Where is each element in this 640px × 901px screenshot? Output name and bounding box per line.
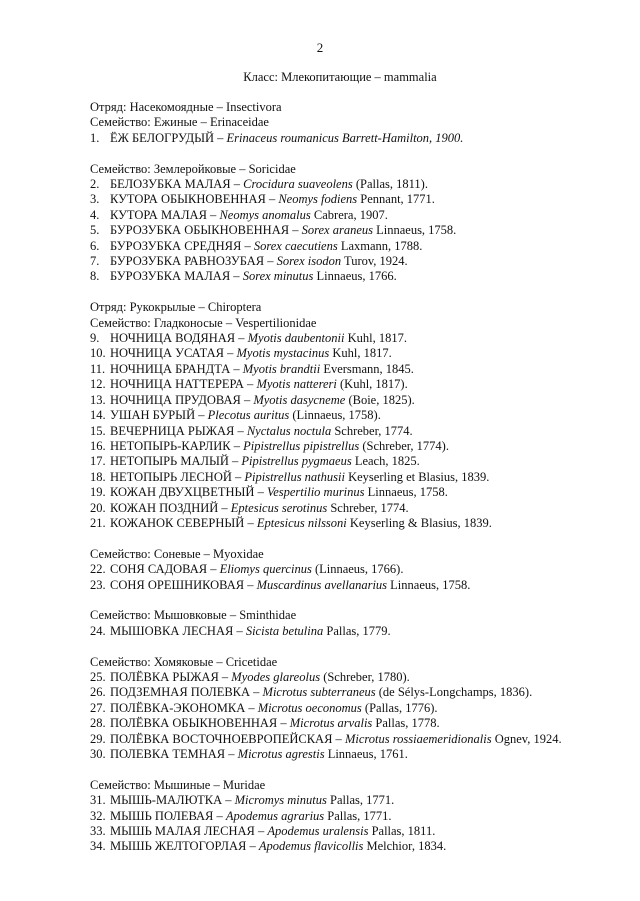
entry-number: 13. — [90, 392, 106, 407]
species-entry — [90, 131, 610, 146]
species-name-latin: Myotis brandtii — [242, 361, 321, 376]
species-entry — [90, 269, 610, 284]
species-name-latin: Plecotus auritus — [207, 408, 290, 423]
species-name-latin: Myotis daubentonii — [247, 331, 345, 346]
species-authority: (Schreber, 1780). — [320, 669, 410, 684]
species-entry — [90, 516, 610, 531]
species-name-latin: Microtus agrestis — [237, 746, 325, 761]
species-entry — [90, 747, 610, 762]
entry-number: 26. — [90, 685, 106, 700]
species-authority: (de Sélys-Longchamps, 1836). — [375, 685, 533, 700]
species-entry — [90, 716, 610, 731]
entry-number: 10. — [90, 346, 106, 361]
species-authority: Leach, 1825. — [351, 454, 420, 469]
species-name-ru: МЫШЬ ПОЛЕВАЯ – — [110, 808, 226, 823]
species-name-ru: МЫШЬ-МАЛЮТКА – — [110, 793, 235, 808]
species-name-latin: Pipistrellus pygmaeus — [241, 454, 352, 469]
species-name-latin: Eliomys quercinus — [219, 562, 312, 577]
species-authority: Turov, 1924. — [341, 254, 408, 269]
species-entry — [90, 578, 610, 593]
species-name-latin: Micromys minutus — [234, 793, 327, 808]
species-name-latin: Myotis mystacinus — [236, 346, 330, 361]
species-name-latin: Apodemus agrarius — [225, 808, 325, 823]
species-authority: (Linnaeus, 1766). — [311, 562, 404, 577]
entry-number: 7. — [90, 254, 100, 269]
species-name-latin: Sorex caecutiens — [253, 238, 338, 253]
entry-number: 34. — [90, 839, 106, 854]
species-name-latin: Myodes glareolus — [231, 669, 321, 684]
species-name-latin: Microtus subterraneus — [262, 685, 376, 700]
entry-number: 16. — [90, 438, 106, 453]
species-name-ru: МЫШЬ ЖЕЛТОГОРЛАЯ – — [110, 839, 259, 854]
entry-number: 18. — [90, 469, 106, 484]
species-authority: (Pallas, 1776). — [361, 700, 438, 715]
taxon-group — [90, 608, 610, 639]
species-name-latin: Neomys anomalus — [219, 207, 311, 222]
entry-number: 19. — [90, 485, 106, 500]
species-entry — [90, 346, 610, 361]
species-entry — [90, 408, 610, 423]
family-header: Семейство: Соневые – Myoxidae — [90, 546, 264, 561]
species-entry — [90, 685, 610, 700]
taxon-group — [90, 162, 610, 285]
species-authority: (Boie, 1825). — [345, 392, 415, 407]
entry-number: 4. — [90, 207, 100, 222]
species-authority: Pallas, 1778. — [372, 716, 440, 731]
page-number: 2 — [316, 40, 324, 55]
species-name-latin: Eptesicus nilssoni — [256, 515, 347, 530]
entry-number: 14. — [90, 408, 106, 423]
entry-number: 21. — [90, 515, 106, 530]
species-authority: Melchior, 1834. — [363, 839, 447, 854]
entry-number: 6. — [90, 238, 100, 253]
entry-number: 31. — [90, 793, 106, 808]
entry-number: 9. — [90, 331, 100, 346]
entry-number: 28. — [90, 716, 106, 731]
species-entry — [90, 439, 610, 454]
species-authority: Schreber, 1774. — [327, 500, 409, 515]
species-name-ru: СОНЯ ОРЕШНИКОВАЯ – — [110, 577, 257, 592]
entry-number: 2. — [90, 177, 100, 192]
species-name-ru: ПОЛЁВКА ОБЫКНОВЕННАЯ – — [110, 716, 290, 731]
species-authority: Schreber, 1774. — [331, 423, 413, 438]
species-name-ru: ВЕЧЕРНИЦА РЫЖАЯ – — [110, 423, 247, 438]
species-name-ru: КУТОРА МАЛАЯ – — [110, 207, 220, 222]
species-authority: Linnaeus, 1758. — [387, 577, 471, 592]
species-name-latin: Nyctalus noctula — [246, 423, 332, 438]
species-name-ru: МЫШОВКА ЛЕСНАЯ – — [110, 623, 246, 638]
species-name-ru: КОЖАН ДВУХЦВЕТНЫЙ – — [110, 485, 267, 500]
species-name-latin: Myotis nattereri — [256, 377, 337, 392]
species-name-ru: НЕТОПЫРЬ-КАРЛИК – — [110, 438, 244, 453]
species-entry — [90, 793, 610, 808]
order-header: Отряд: Насекомоядные – Insectivora — [90, 100, 282, 114]
species-entry — [90, 192, 610, 207]
species-authority: Linnaeus, 1761. — [324, 746, 408, 761]
species-entry — [90, 239, 610, 254]
species-entry — [90, 839, 610, 854]
family-header: Семейство: Хомяковые – Cricetidae — [90, 654, 278, 669]
species-name-latin: Sorex minutus — [242, 269, 314, 284]
species-name-ru: НОЧНИЦА БРАНДТА – — [110, 361, 243, 376]
species-entry — [90, 377, 610, 392]
species-entry — [90, 501, 610, 516]
species-entry — [90, 177, 610, 192]
taxon-group — [90, 547, 610, 593]
species-entry — [90, 824, 610, 839]
species-name-latin: Sicista betulina — [245, 623, 324, 638]
species-name-ru: НОЧНИЦА УСАТАЯ – — [110, 346, 237, 361]
species-authority: Cabrera, 1907. — [310, 207, 388, 222]
species-name-ru: БУРОЗУБКА СРЕДНЯЯ – — [110, 238, 254, 253]
species-name-ru: МЫШЬ МАЛАЯ ЛЕСНАЯ – — [110, 824, 268, 838]
entry-number: 27. — [90, 700, 106, 715]
species-name-ru: НОЧНИЦА ВОДЯНАЯ – — [110, 331, 248, 346]
species-name-ru: УШАН БУРЫЙ – — [110, 408, 208, 423]
entry-number: 24. — [90, 623, 106, 638]
species-name-latin: Myotis dasycneme — [253, 392, 346, 407]
species-name-latin: Sorex isodon — [276, 254, 342, 269]
species-name-ru: НЕТОПЫРЬ МАЛЫЙ – — [110, 454, 242, 469]
species-name-ru: ЁЖ БЕЛОГРУДЫЙ – — [110, 130, 227, 145]
species-entry — [90, 562, 610, 577]
species-authority: Pallas, 1771. — [326, 793, 395, 808]
species-name-latin: Erinaceus roumanicus Barrett-Hamilton, 1900. — [226, 130, 464, 145]
species-name-ru: КУТОРА ОБЫКНОВЕННАЯ – — [110, 192, 279, 207]
taxon-group — [90, 100, 610, 146]
species-name-latin: Neomys fodiens — [278, 192, 358, 207]
entry-number: 23. — [90, 577, 106, 592]
species-authority: Pallas, 1771. — [324, 808, 392, 823]
species-name-ru: ПОЛЁВКА РЫЖАЯ – — [110, 669, 232, 684]
species-name-ru: КОЖАН ПОЗДНИЙ – — [110, 500, 231, 515]
species-name-latin: Eptesicus serotinus — [230, 500, 328, 515]
entry-number: 5. — [90, 223, 100, 238]
family-header: Семейство: Землеройковые – Soricidae — [90, 161, 296, 176]
species-entry — [90, 454, 610, 469]
species-entry — [90, 208, 610, 223]
species-entry — [90, 470, 610, 485]
species-entry — [90, 254, 610, 269]
species-name-ru: БУРОЗУБКА РАВНОЗУБАЯ – — [110, 254, 277, 269]
species-authority: Laxmann, 1788. — [337, 238, 423, 253]
entry-number: 11. — [90, 361, 106, 376]
entry-number: 3. — [90, 192, 100, 207]
entry-number: 1. — [90, 130, 100, 145]
species-name-latin: Microtus oeconomus — [257, 700, 362, 715]
entry-number: 8. — [90, 269, 100, 284]
family-header: Семейство: Ежиные – Erinaceidae — [90, 115, 269, 130]
species-entry — [90, 670, 610, 685]
entry-number: 30. — [90, 746, 106, 761]
taxon-group — [90, 778, 610, 855]
document-title: Класс: Млекопитающие – mammalia — [243, 70, 437, 84]
species-name-latin: Microtus rossiaemeridionalis — [344, 731, 492, 746]
family-header: Семейство: Мышовковые – Sminthidae — [90, 608, 297, 623]
species-name-ru: ПОЛЁВКА ВОСТОЧНОЕВРОПЕЙСКАЯ – — [110, 731, 345, 746]
species-entry — [90, 701, 610, 716]
entry-number: 22. — [90, 562, 106, 577]
species-authority: Keyserling et Blasius, 1839. — [344, 469, 490, 484]
species-authority: Keyserling & Blasius, 1839. — [346, 515, 492, 530]
species-authority: (Linnaeus, 1758). — [289, 408, 381, 423]
species-authority: (Kuhl, 1817). — [336, 377, 408, 392]
species-name-ru: ПОЛЁВКА-ЭКОНОМКА – — [110, 700, 258, 715]
species-authority: (Pallas, 1811). — [352, 177, 428, 192]
entry-number: 20. — [90, 500, 106, 515]
species-entry — [90, 485, 610, 500]
species-name-latin: Sorex araneus — [301, 223, 373, 238]
order-header: Отряд: Рукокрылые – Chiroptera — [90, 300, 262, 315]
species-list — [90, 100, 610, 870]
species-entry — [90, 393, 610, 408]
species-name-latin: Microtus arvalis — [289, 716, 373, 731]
species-authority: Linnaeus, 1758. — [372, 223, 457, 238]
entry-number: 15. — [90, 423, 106, 438]
species-entry — [90, 362, 610, 377]
entry-number: 32. — [90, 808, 106, 823]
family-header: Семейство: Гладконосые – Vespertilionidae — [90, 315, 317, 330]
species-name-latin: Muscardinus avellanarius — [256, 577, 388, 592]
species-entry — [90, 223, 610, 238]
species-authority: Linnaeus, 1758. — [364, 485, 448, 500]
species-entry — [90, 424, 610, 439]
species-authority: (Schreber, 1774). — [359, 438, 449, 453]
species-entry — [90, 331, 610, 346]
species-authority: Pallas, 1779. — [323, 623, 391, 638]
entry-number: 25. — [90, 669, 106, 684]
species-name-latin: Pipistrellus nathusii — [244, 469, 345, 484]
species-name-ru: КОЖАНОК СЕВЕРНЫЙ – — [110, 515, 257, 530]
species-name-ru: НЕТОПЫРЬ ЛЕСНОЙ – — [110, 469, 245, 484]
species-name-ru: ПОДЗЕМНАЯ ПОЛЕВКА – — [110, 685, 263, 700]
species-authority: Kuhl, 1817. — [329, 346, 392, 361]
taxon-group — [90, 655, 610, 763]
species-name-ru: НОЧНИЦА ПРУДОВАЯ – — [110, 392, 254, 407]
family-header: Семейство: Мышиные – Muridae — [90, 777, 266, 792]
species-authority: Linnaeus, 1766. — [313, 269, 397, 284]
species-authority: Pallas, 1811. — [368, 824, 436, 838]
species-name-ru: БУРОЗУБКА ОБЫКНОВЕННАЯ – — [110, 223, 302, 238]
species-authority: Ognev, 1924. — [491, 731, 562, 746]
entry-number: 29. — [90, 731, 106, 746]
taxon-group — [90, 300, 610, 531]
entry-number: 33. — [90, 824, 106, 838]
species-entry — [90, 624, 610, 639]
species-name-latin: Apodemus flavicollis — [258, 839, 364, 854]
species-authority: Kuhl, 1817. — [344, 331, 407, 346]
species-name-ru: БЕЛОЗУБКА МАЛАЯ – — [110, 177, 244, 192]
species-name-latin: Crocidura suaveolens — [243, 177, 353, 192]
species-name-latin: Vespertilio murinus — [266, 485, 365, 500]
species-entry — [90, 732, 610, 747]
species-name-ru: ПОЛЕВКА ТЕМНАЯ – — [110, 746, 238, 761]
species-name-ru: НОЧНИЦА НАТТЕРЕРА – — [110, 377, 257, 392]
species-authority: Eversmann, 1845. — [320, 361, 414, 376]
species-entry — [90, 809, 610, 824]
species-name-ru: БУРОЗУБКА МАЛАЯ – — [110, 269, 243, 284]
species-name-latin: Pipistrellus pipistrellus — [243, 438, 360, 453]
species-authority: Pennant, 1771. — [357, 192, 435, 207]
species-name-latin: Apodemus uralensis — [267, 824, 369, 838]
entry-number: 12. — [90, 377, 106, 392]
entry-number: 17. — [90, 454, 106, 469]
species-name-ru: СОНЯ САДОВАЯ – — [110, 562, 220, 577]
